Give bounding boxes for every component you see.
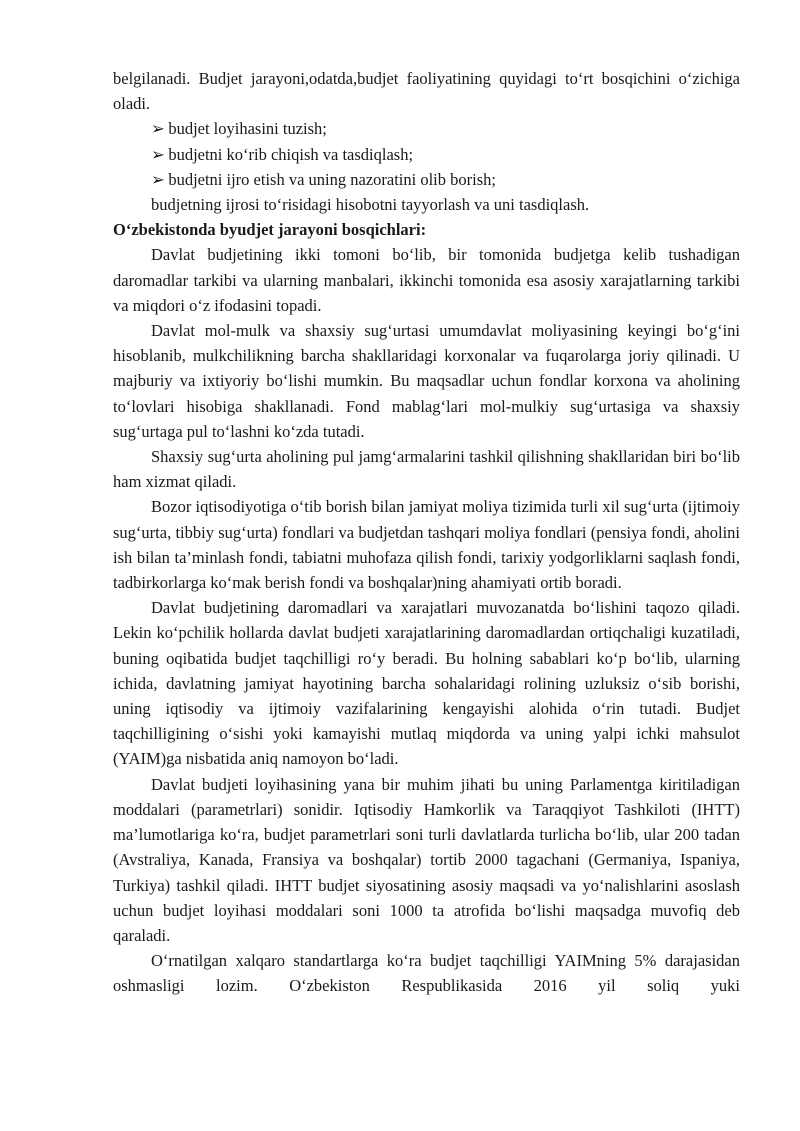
arrow-bullet-icon: ➢ (151, 169, 165, 189)
bullet-text: budjetni ijro etish va uning nazoratini olib borish; (168, 169, 496, 189)
intro-paragraph: belgilanadi. Budjet jarayoni,odatda,budjet faoliyatining quyidagi to‘rt bosqichini o‘zichiga oladi. (113, 69, 740, 114)
arrow-bullet-icon: ➢ (151, 119, 165, 139)
bullet-text: budjetni ko‘rib chiqish va tasdiqlash; (168, 144, 414, 164)
section-heading: O‘zbekistonda byudjet jarayoni bosqichlari: (113, 220, 427, 240)
bullet-item-2 (113, 142, 740, 167)
body-paragraph-2: Davlat mol-mulk va shaxsiy sug‘urtasi umumdavlat moliyasining keyingi bo‘g‘ini hisoblanib, mulkchilikning barcha shakllaridagi korxonalar va fuqarolarga joriy qilinadi. U majburiy va ixtiyoriy bo‘lishi mumkin. Bu maqsadlar uchun fondlar korxona va aholining to‘lovlari hisobiga shakllanadi. Fond mablag‘lari mol-mulkiy sug‘urtasiga va shaxsiy sug‘urtaga pul to‘lashni ko‘zda tutadi. (113, 321, 740, 441)
fourth-stage-line: budjetning ijrosi to‘risidagi hisobotni tayyorlash va uni tasdiqlash. (151, 195, 590, 215)
document-page (113, 66, 740, 999)
body-paragraph-4: Bozor iqtisodiyotiga o‘tib borish bilan jamiyat moliya tizimida turli xil sug‘urta (ijtimoiy sug‘urta, tibbiy sug‘urta) fondlari va budjetdan tashqari moliya fondlari (pensiya fondi, aholini ish bilan ta’minlash fondi, tabiatni muhofaza qilish fondi, tarixiy yodgorliklarni saqlash fondi, tadbirkorlarga ko‘mak berish fondi va boshqalar)ning ahamiyati ortib boradi. (113, 497, 740, 593)
bullet-item-1 (113, 116, 740, 141)
body-paragraph-5: Davlat budjetining daromadlari va xarajatlari muvozanatda bo‘lishini taqozo qiladi. Lekin ko‘pchilik hollarda davlat budjeti xarajatlarining daromadlardan ortiqchaligi kuzatiladi, buning oqibatida budjet taqchilligi ro‘y beradi. Bu holning sabablari ko‘p bo‘lib, ularning ichida, davlatning jamiyat hayotining barcha sohalaridagi rolining uzluksiz o‘sib borishi, uning iqtisodiy va ijtimoiy vazifalarining kengayishi alohida o‘rin tutadi. Budjet taqchilligining o‘sishi yoki kamayishi mutlaq miqdorda va uning yalpi ichki mahsulot (YAIM)ga nisbatida aniq namoyon bo‘ladi. (113, 598, 740, 769)
arrow-bullet-icon: ➢ (151, 144, 165, 164)
bullet-text: budjet loyihasini tuzish; (168, 119, 327, 139)
bullet-item-3 (113, 167, 740, 192)
body-paragraph-6: Davlat budjeti loyihasining yana bir muhim jihati bu uning Parlamentga kiritiladigan moddalari (parametrlari) sonidir. Iqtisodiy Hamkorlik va Taraqqiyot Tashkiloti (IHTT) ma’lumotlariga ko‘ra, budjet parametrlari soni turli davlatlarda turlicha bo‘lib, ular 200 tadan (Avstraliya, Kanada, Fransiya va boshqalar) tortib 2000 tagachani (Germaniya, Ispaniya, Turkiya) tashkil qiladi. IHTT budjet siyosatining asosiy maqsadi va yo‘nalishlarini asoslash uchun budjet loyihasi moddalari soni 1000 ta atrofida bo‘lishi maqsadga muvofiq deb qaraladi. (113, 774, 740, 945)
body-paragraph-7: O‘rnatilgan xalqaro standartlarga ko‘ra budjet taqchilligi YAIMning 5% darajasidan oshmasligi lozim. O‘zbekiston Respublikasida 2016 yil soliq yuki (113, 951, 740, 996)
body-paragraph-1: Davlat budjetining ikki tomoni bo‘lib, bir tomonida budjetga kelib tushadigan daromadlar tarkibi va ularning manbalari, ikkinchi tomonida esa asosiy xarajatlarning tarkibi va miqdori o‘z ifodasini topadi. (113, 245, 740, 315)
body-paragraph-3: Shaxsiy sug‘urta aholining pul jamg‘armalarini tashkil qilishning shakllaridan biri bo‘lib ham xizmat qiladi. (113, 447, 740, 492)
